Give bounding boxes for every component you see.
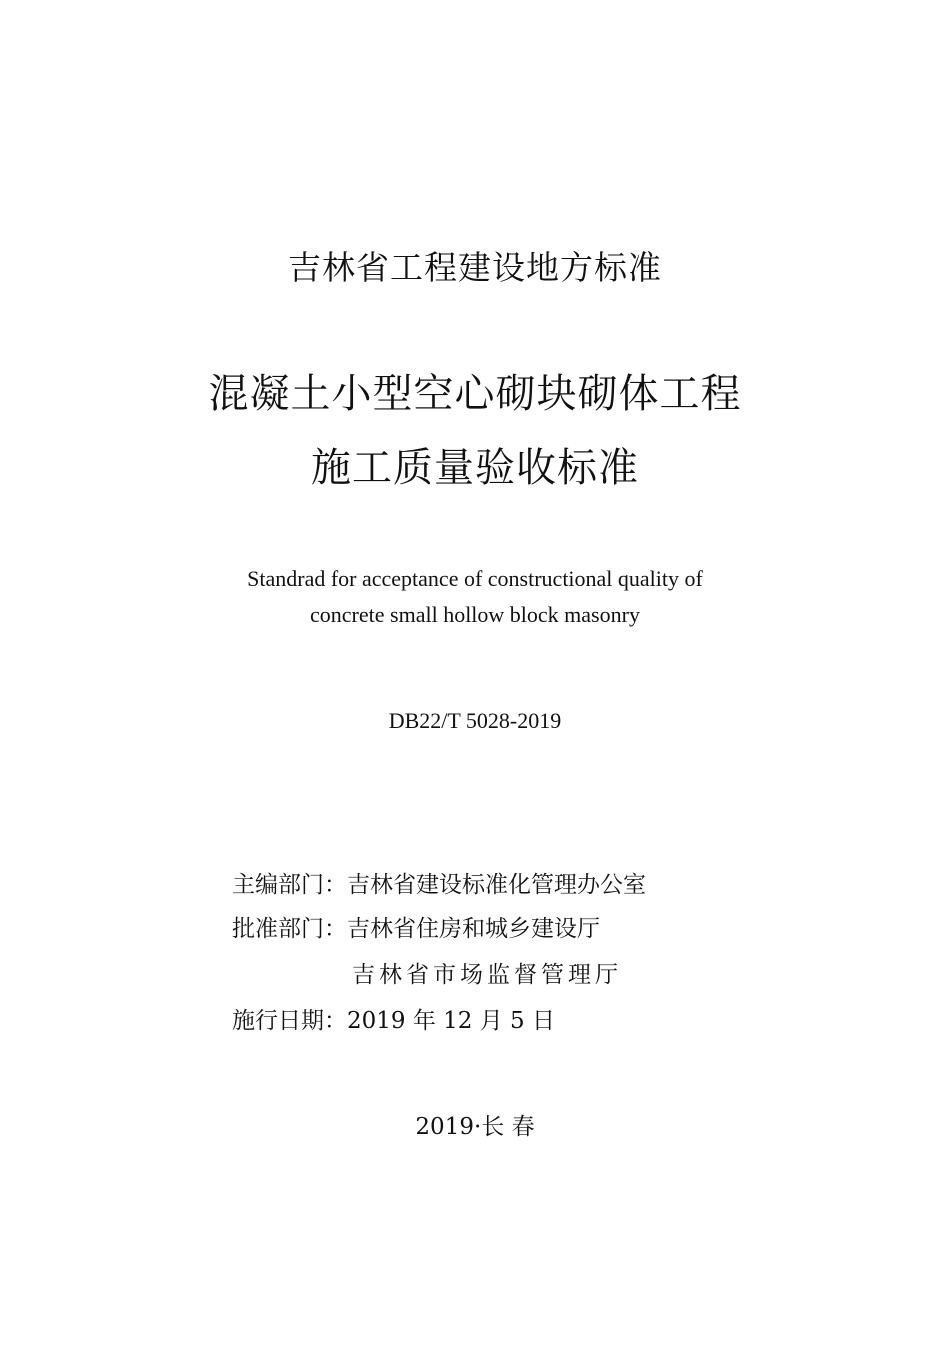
document-title-line-2: 施工质量验收标准 (311, 445, 639, 491)
editor-value: 吉林省建设标准化管理办公室 (347, 872, 646, 898)
editor-label: 主编部门： (232, 872, 347, 898)
publication-place-year: 2019·长 春 (415, 1114, 535, 1140)
effective-date-value: 2019 年 12 月 5 日 (347, 1008, 555, 1034)
series-title: 吉林省工程建设地方标准 (288, 248, 662, 287)
approval-value-2: 吉林省市场监督管理厅 (352, 962, 622, 988)
standard-code: DB22/T 5028-2019 (388, 708, 562, 733)
approval-row-1 (232, 910, 600, 943)
approval-value-1: 吉林省住房和城乡建设厅 (347, 916, 600, 942)
editor-row (232, 866, 646, 899)
effective-date-row (232, 1002, 555, 1035)
approval-row-2 (232, 956, 622, 989)
effective-date-label: 施行日期： (232, 1008, 347, 1034)
approval-label: 批准部门： (232, 916, 347, 942)
english-title-line-2: concrete small hollow block masonry (310, 602, 640, 627)
english-title-line-1: Standrad for acceptance of constructional quality of (247, 566, 703, 591)
document-title-line-1: 混凝土小型空心砌块砌体工程 (208, 371, 742, 417)
